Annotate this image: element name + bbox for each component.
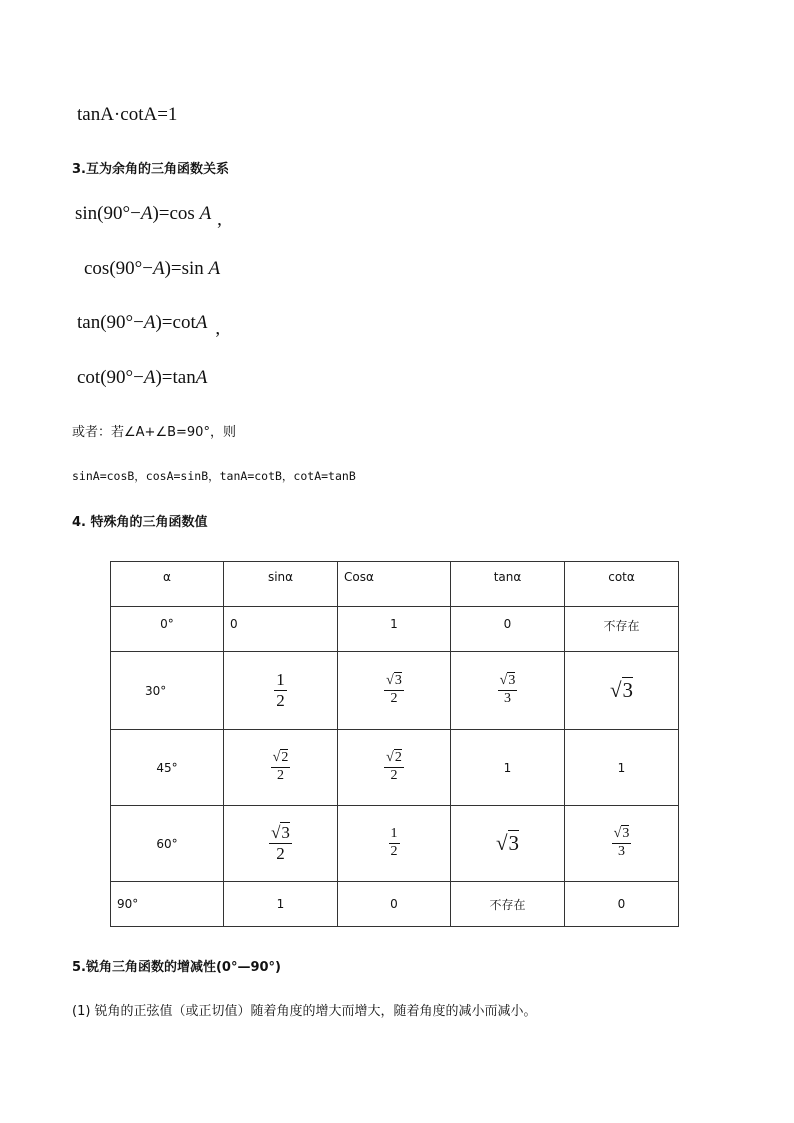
sin-0: 0 [224, 607, 338, 652]
section-5-paragraph: (1) 锐角的正弦值（或正切值）随着角度的增大而增大，随着角度的减小而减小。 [72, 1004, 537, 1019]
table-row-30deg [111, 652, 679, 730]
frac-one-half: $\frac{1}{2}$ [390, 826, 398, 859]
header-cos: Cosα [338, 562, 451, 607]
sqrt-3: √3 [495, 831, 520, 855]
sqrt-3: √3 [609, 678, 634, 702]
formula-sin-complement: sin(90°−A)=cos A , [75, 203, 222, 230]
angle-30: 30° [111, 652, 224, 730]
angle-45: 45° [111, 730, 224, 806]
frac-sqrt3-over-3: $\frac{√3}{3}$ [499, 673, 516, 706]
cos-60 [338, 806, 451, 882]
frac-sqrt3-over-3: $\frac{√3}{3}$ [613, 826, 630, 859]
tan-0: 0 [451, 607, 565, 652]
formula-cos-complement: cos(90°−A)=sin A [84, 258, 221, 279]
tan-90: 不存在 [451, 882, 565, 927]
frac-sqrt2-over-2: $\frac{√2}{2}$ [272, 750, 289, 783]
formula-tan-cot-product [77, 104, 177, 126]
header-tan: tanα [451, 562, 565, 607]
table-row-90deg [111, 882, 679, 927]
sin-45 [224, 730, 338, 806]
cot-0: 不存在 [565, 607, 679, 652]
section-4-title: 4. 特殊角的三角函数值 [72, 515, 208, 530]
tan-30 [451, 652, 565, 730]
angle-90: 90° [111, 882, 224, 927]
or-relations: sinA=cosB，cosA=sinB，tanA=cotB，cotA=tanB [72, 469, 356, 483]
formula-cot-complement: cot(90°−A)=tanA [77, 367, 208, 388]
tan-60 [451, 806, 565, 882]
cot-60 [565, 806, 679, 882]
frac-sqrt3-over-2: $\frac{√3}{2}$ [386, 673, 402, 706]
sin-90: 1 [224, 882, 338, 927]
section-5-title: 5.锐角三角函数的增减性(0°—90°) [72, 960, 282, 975]
header-alpha: α [111, 562, 224, 607]
table-row-45deg [111, 730, 679, 806]
frac-sqrt2-over-2: $\frac{√2}{2}$ [386, 750, 402, 783]
cot-90: 0 [565, 882, 679, 927]
cos-0: 1 [338, 607, 451, 652]
cos-30 [338, 652, 451, 730]
section-3-title: 3.互为余角的三角函数关系 [72, 162, 229, 177]
header-cot: cotα [565, 562, 679, 607]
angle-0: 0° [111, 607, 224, 652]
header-sin: sinα [224, 562, 338, 607]
or-statement: 或者：若∠A+∠B=90°，则 [72, 425, 236, 440]
cos-45 [338, 730, 451, 806]
table-header-row [111, 562, 679, 607]
table-row-60deg [111, 806, 679, 882]
table-row-0deg [111, 607, 679, 652]
sin-60 [224, 806, 338, 882]
cos-90: 0 [338, 882, 451, 927]
special-angles-table [110, 561, 679, 927]
sin-30 [224, 652, 338, 730]
cot-45: 1 [565, 730, 679, 806]
angle-60: 60° [111, 806, 224, 882]
tan-45: 1 [451, 730, 565, 806]
cot-30 [565, 652, 679, 730]
frac-one-half: $\frac{1}{2}$ [276, 670, 285, 710]
formula-tan-cot-product-text: tanA·cotA=1 [77, 104, 178, 125]
formula-tan-complement: tan(90°−A)=cotA , [77, 312, 221, 339]
frac-sqrt3-over-2: $\frac{√3}{2}$ [271, 823, 290, 863]
